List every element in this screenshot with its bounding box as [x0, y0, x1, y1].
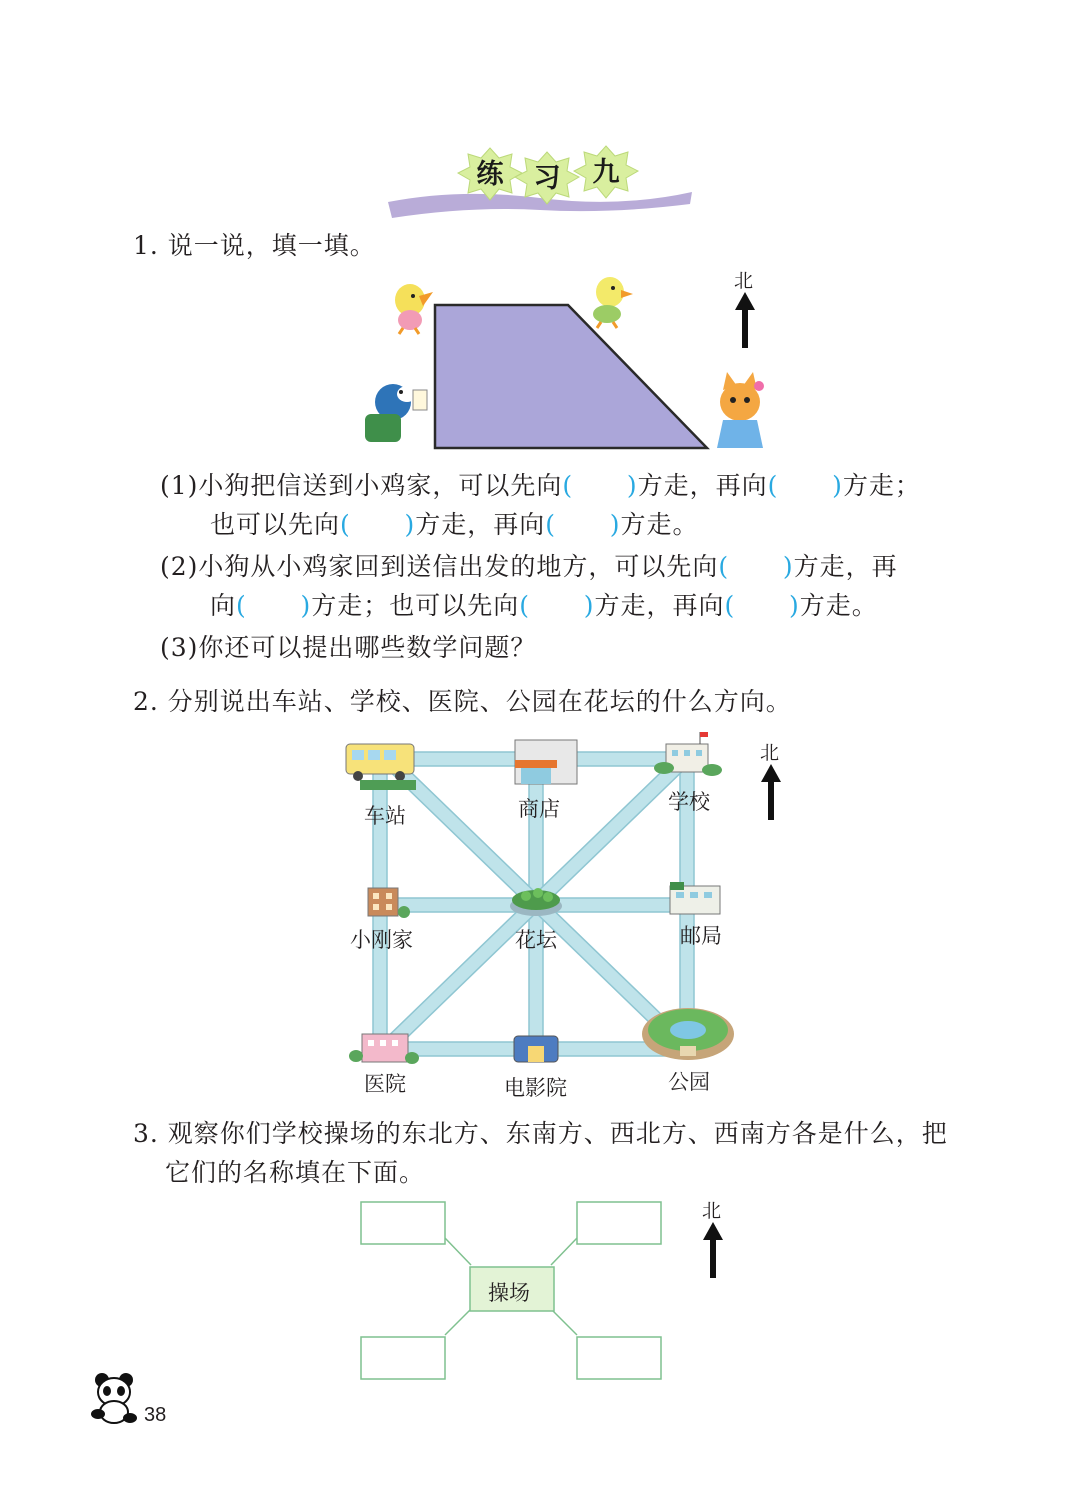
q3-north-indicator [700, 1196, 726, 1280]
north-arrow-icon [732, 292, 758, 352]
q1-part1-line1: (1)小狗把信送到小鸡家，可以先向( )方走，再向( )方走； [160, 471, 921, 500]
label-station: 车站 [364, 804, 406, 828]
q3-diagram [355, 1195, 675, 1390]
hospital-icon [349, 1034, 419, 1064]
q1-part3: (3)你还可以提出哪些数学问题？ [160, 633, 537, 662]
q1-north-indicator [732, 266, 758, 350]
post-office-icon [670, 882, 720, 914]
north-label: 北 [702, 1200, 722, 1222]
label-cinema: 电影院 [504, 1076, 567, 1100]
q1-part2-line2: 向( )方走；也可以先向( )方走，再向( )方走。 [210, 591, 878, 620]
q1-figure [355, 262, 775, 462]
label-shop: 商店 [518, 797, 560, 821]
southwest-box[interactable] [361, 1337, 445, 1379]
panda-icon [88, 1370, 140, 1426]
station-icon [346, 744, 416, 790]
northwest-box[interactable] [361, 1202, 445, 1244]
header-char-1: 练 [476, 159, 504, 190]
page-number: 38 [144, 1404, 167, 1426]
header-decoration [380, 140, 700, 230]
header-char-3: 九 [592, 157, 620, 188]
dog-bottom-left [365, 384, 427, 442]
cat-bottom-right [717, 372, 764, 448]
chick-top-right [593, 277, 633, 328]
playground-label: 操场 [488, 1281, 530, 1305]
header-star-2 [515, 152, 579, 204]
label-park: 公园 [668, 1070, 710, 1094]
label-school: 学校 [668, 790, 710, 814]
label-post-office: 邮局 [680, 924, 722, 948]
shop-icon [515, 740, 577, 784]
q2-heading: 2. 分别说出车站、学校、医院、公园在花坛的什么方向。 [133, 687, 792, 716]
q1-heading: 1. 说一说，填一填。 [133, 231, 376, 260]
q3-heading-line1: 3. 观察你们学校操场的东北方、东南方、西北方、西南方各是什么，把 [133, 1119, 948, 1148]
q2-map [340, 730, 740, 1100]
park-icon [642, 1008, 734, 1060]
header-star-1 [458, 148, 522, 200]
header-star-3 [574, 146, 638, 198]
label-xiaogang-home: 小刚家 [350, 928, 413, 952]
cinema-icon [514, 1036, 558, 1062]
label-hospital: 医院 [364, 1072, 406, 1096]
north-arrow-icon [758, 764, 784, 824]
q1-part2-line1: (2)小狗从小鸡家回到送信出发的地方，可以先向( )方走，再 [160, 552, 898, 581]
north-label: 北 [760, 742, 780, 764]
label-flower-bed: 花坛 [515, 928, 557, 952]
north-label: 北 [734, 270, 754, 292]
header-char-2: 习 [533, 163, 561, 194]
duck-top-left [395, 284, 433, 334]
q2-north-indicator [758, 738, 784, 822]
exercise-header [380, 140, 700, 230]
q3-heading-line2: 它们的名称填在下面。 [165, 1158, 426, 1187]
north-arrow-icon [700, 1222, 726, 1282]
southeast-box[interactable] [577, 1337, 661, 1379]
page-footer [88, 1370, 208, 1430]
northeast-box[interactable] [577, 1202, 661, 1244]
q1-figure-svg [355, 262, 775, 462]
q1-part1-line2: 也可以先向( )方走，再向( )方走。 [210, 510, 699, 539]
trapezoid-route [435, 305, 707, 448]
